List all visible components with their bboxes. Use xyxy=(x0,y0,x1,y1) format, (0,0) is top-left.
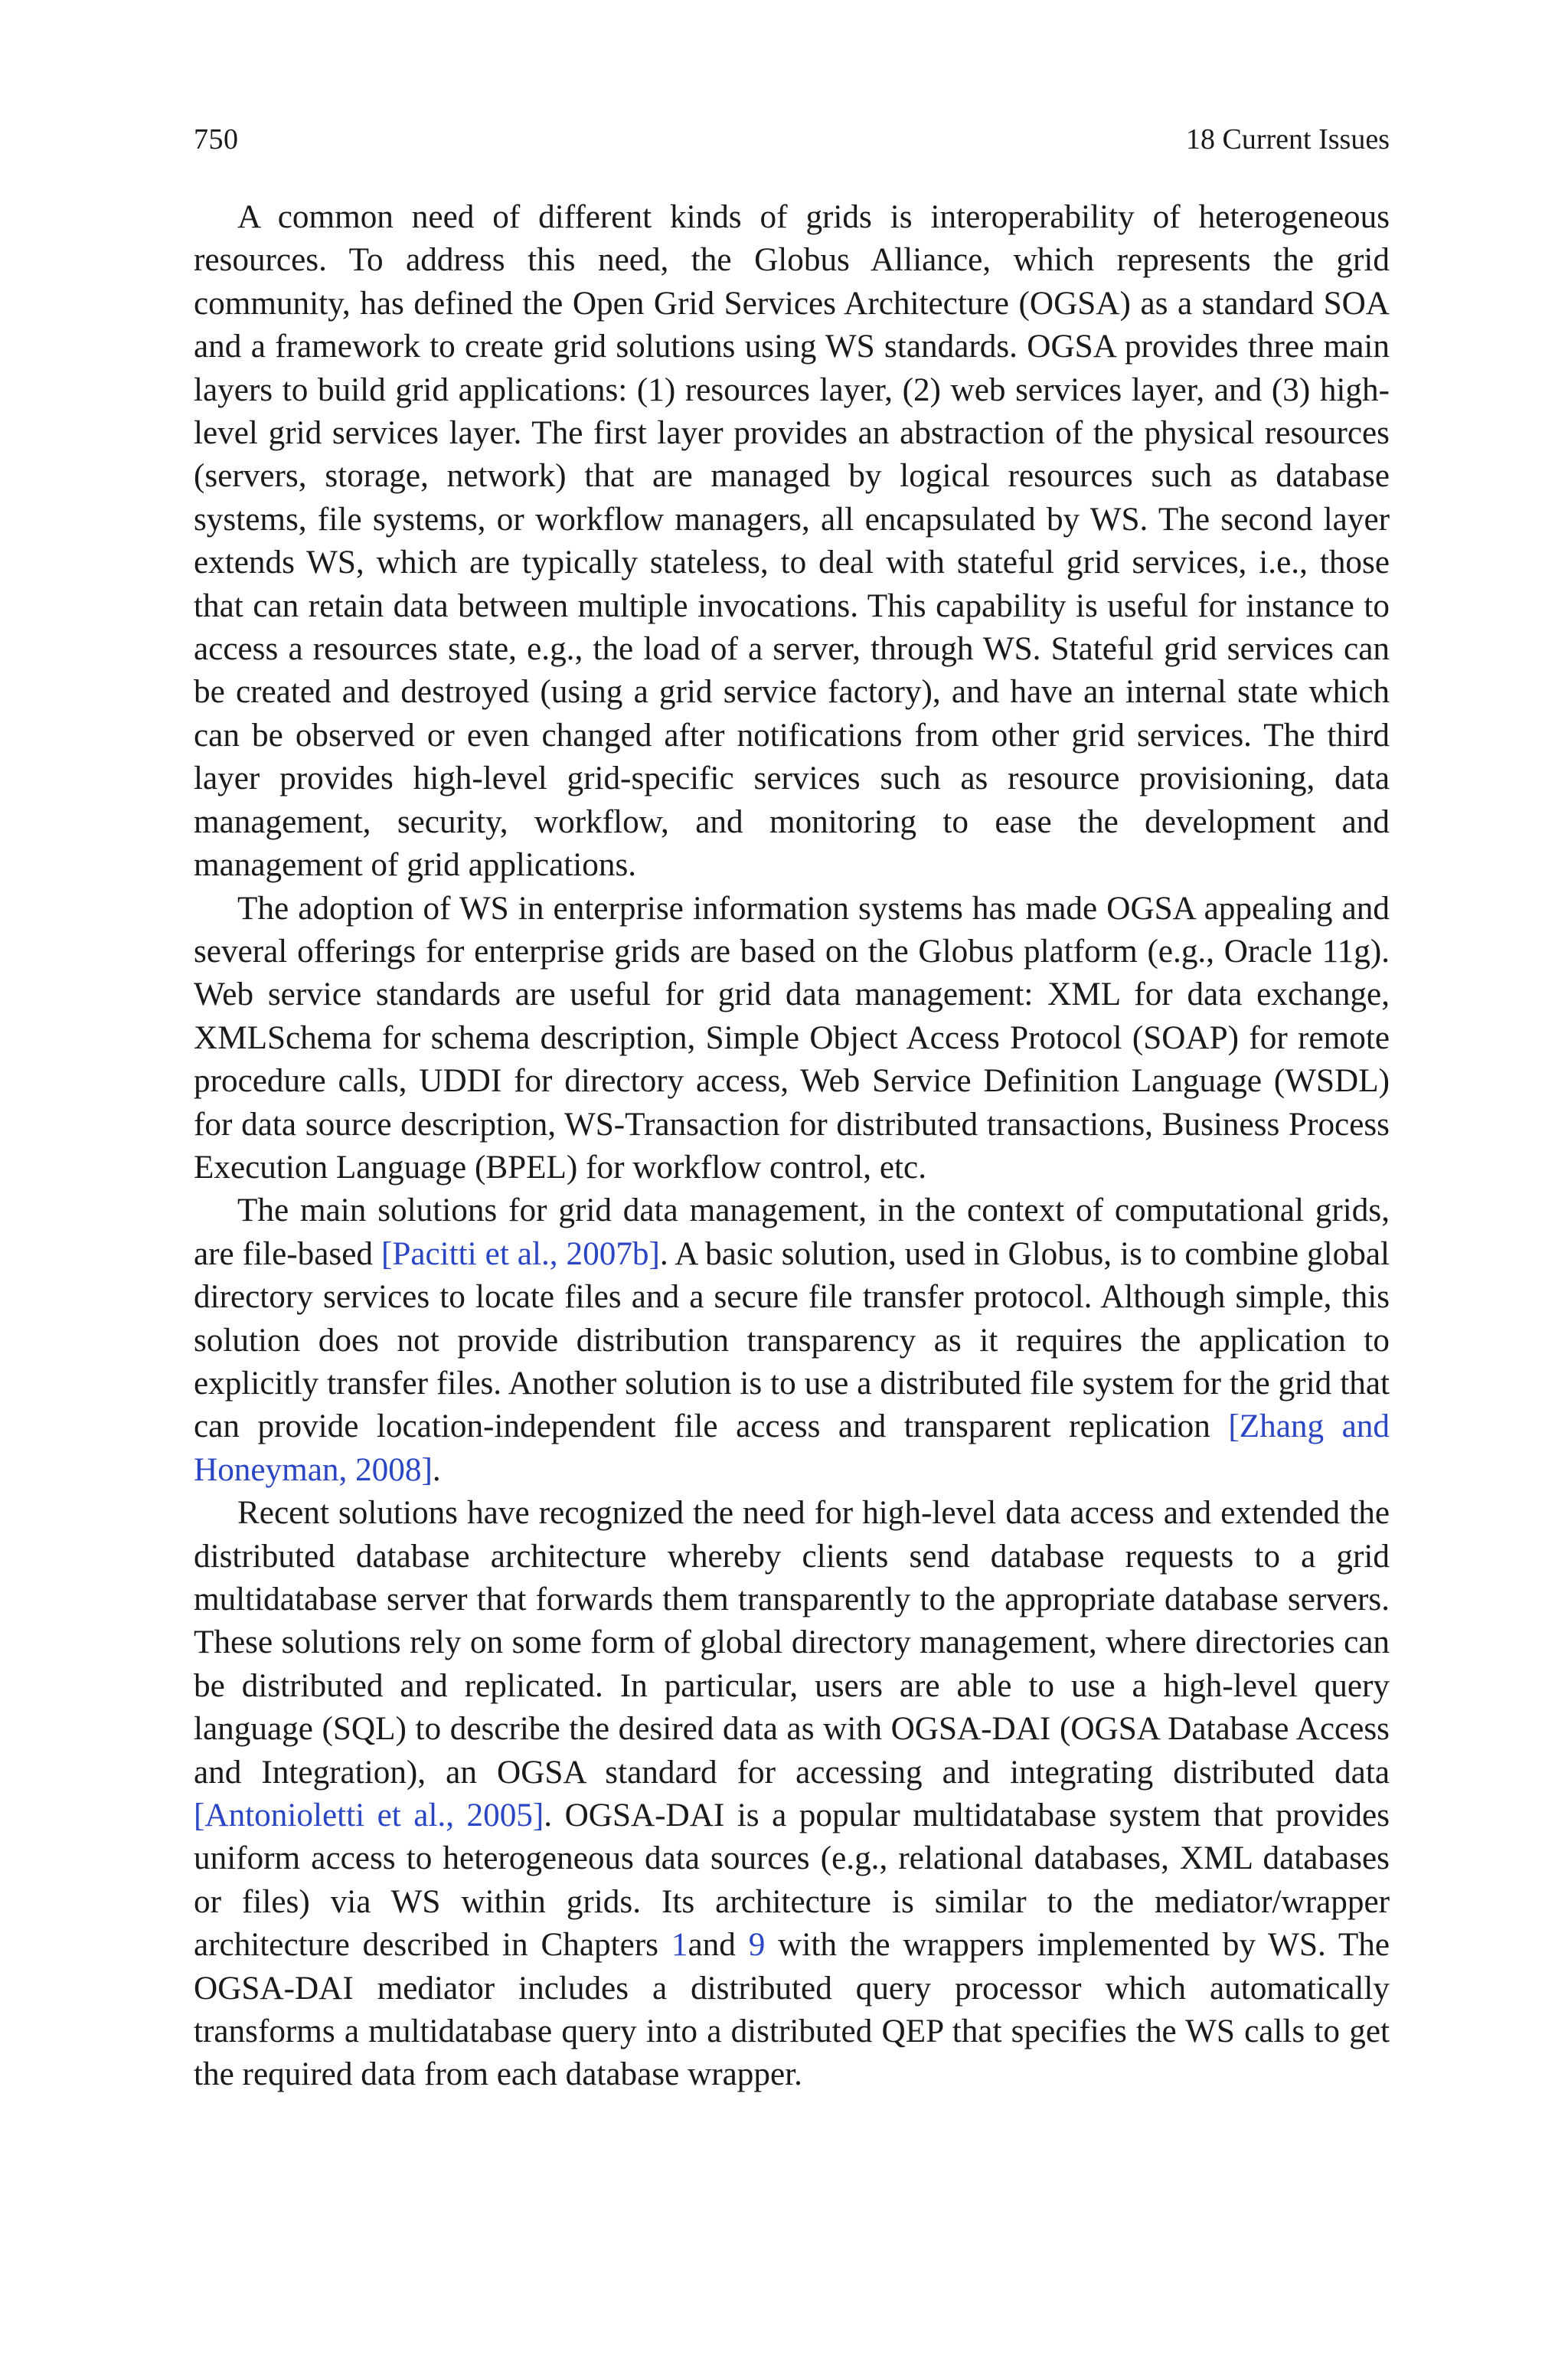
paragraph-1: A common need of different kinds of grids is interoperability of heterogeneous resources. To address this need, the Globus Alliance, which represents the grid community, has defined the Open Grid Services Architecture (OGSA) as a standard SOA and a framework to create grid solutions using WS standards. OGSA provides three main layers to build grid applications: (1) resources layer, (2) web services layer, and (3) high-level grid services layer. The first layer provides an abstraction of the physical resources (servers, storage, network) that are managed by logical resources such as database systems, file systems, or workflow managers, all encapsulated by WS. The second layer extends WS, which are typically stateless, to deal with stateful grid services, i.e., those that can retain data between multiple invocations. This capability is useful for instance to access a resources state, e.g., the load of a server, through WS. Stateful grid services can be created and destroyed (using a grid service factory), and have an internal state which can be observed or even changed after notifications from other grid services. The third layer provides high-level grid-specific services such as resource provisioning, data management, security, workflow, and monitoring to ease the development and management of grid applications. xyxy=(194,199,1390,884)
paragraph-4 xyxy=(194,1492,1390,2097)
paragraph-3-text: . A basic solution, used in Globus, is to combine global directory services to locate files and a secure file transfer protocol. Although simple, this solution does not provide distribution transparency as it requires the application to explicitly transfer files. Another solution is to use a distributed file system for the grid that can provide location-independent file access and transparent replication xyxy=(194,1235,1390,1445)
running-head xyxy=(194,121,1390,158)
paragraph-3 xyxy=(194,1189,1390,1492)
paragraph-4-text: with the wrappers implemented by WS. The OGSA-DAI mediator includes a distributed query processor which automatically transforms a multidatabase query into a distributed QEP that specifies the WS calls to get the required data from each database wrapper. xyxy=(194,1927,1390,2093)
chapter-link-9[interactable]: 9 xyxy=(748,1927,766,1964)
paragraph-3-text: The main solutions for grid data management, in the context of computational grids, are file-based xyxy=(194,1192,1390,1272)
book-page xyxy=(194,121,1390,2097)
paragraph-2: The adoption of WS in enterprise information systems has made OGSA appealing and several offerings for enterprise grids are based on the Globus platform (e.g., Oracle 11g). Web service standards are useful for grid data management: XML for data exchange, XMLSchema for schema description, Simple Object Access Protocol (SOAP) for remote procedure calls, UDDI for directory access, Web Service Definition Language (WSDL) for data source description, WS-Transaction for distributed transactions, Business Process Execution Language (BPEL) for workflow control, etc. xyxy=(194,890,1390,1186)
citation-pacitti-2007b[interactable]: [Pacitti et al., 2007b] xyxy=(381,1235,660,1272)
chapter-title: 18 Current Issues xyxy=(1186,123,1390,155)
paragraph-4-text: and xyxy=(688,1927,749,1964)
paragraph-4-text: Recent solutions have recognized the need for high-level data access and extended the distributed database architecture whereby clients send database requests to a grid multidatabase server that forwards them transparently to the appropriate database servers. These solutions rely on some form of global directory management, where directories can be distributed and replicated. In particular, users are able to use a high-level query language (SQL) to describe the desired data as with OGSA-DAI (OGSA Database Access and Integration), an OGSA standard for accessing and integrating distributed data xyxy=(194,1495,1390,1791)
page-number: 750 xyxy=(194,123,239,155)
paragraph-4-text: . OGSA-DAI is a popular multidatabase system that provides uniform access to heterogeneous data sources (e.g., relational databases, XML databases or files) via WS within grids. Its architecture is similar to the mediator/wrapper architecture described in Chapters xyxy=(194,1797,1390,1964)
body-text xyxy=(194,196,1390,2097)
paragraph-3-text: . xyxy=(432,1451,441,1488)
citation-zhang-honeyman-2008[interactable]: [Zhang and Honeyman, 2008] xyxy=(194,1408,1390,1488)
chapter-link-1[interactable]: 1 xyxy=(671,1927,688,1964)
citation-antonioletti-2005[interactable]: [Antonioletti et al., 2005] xyxy=(194,1797,544,1834)
